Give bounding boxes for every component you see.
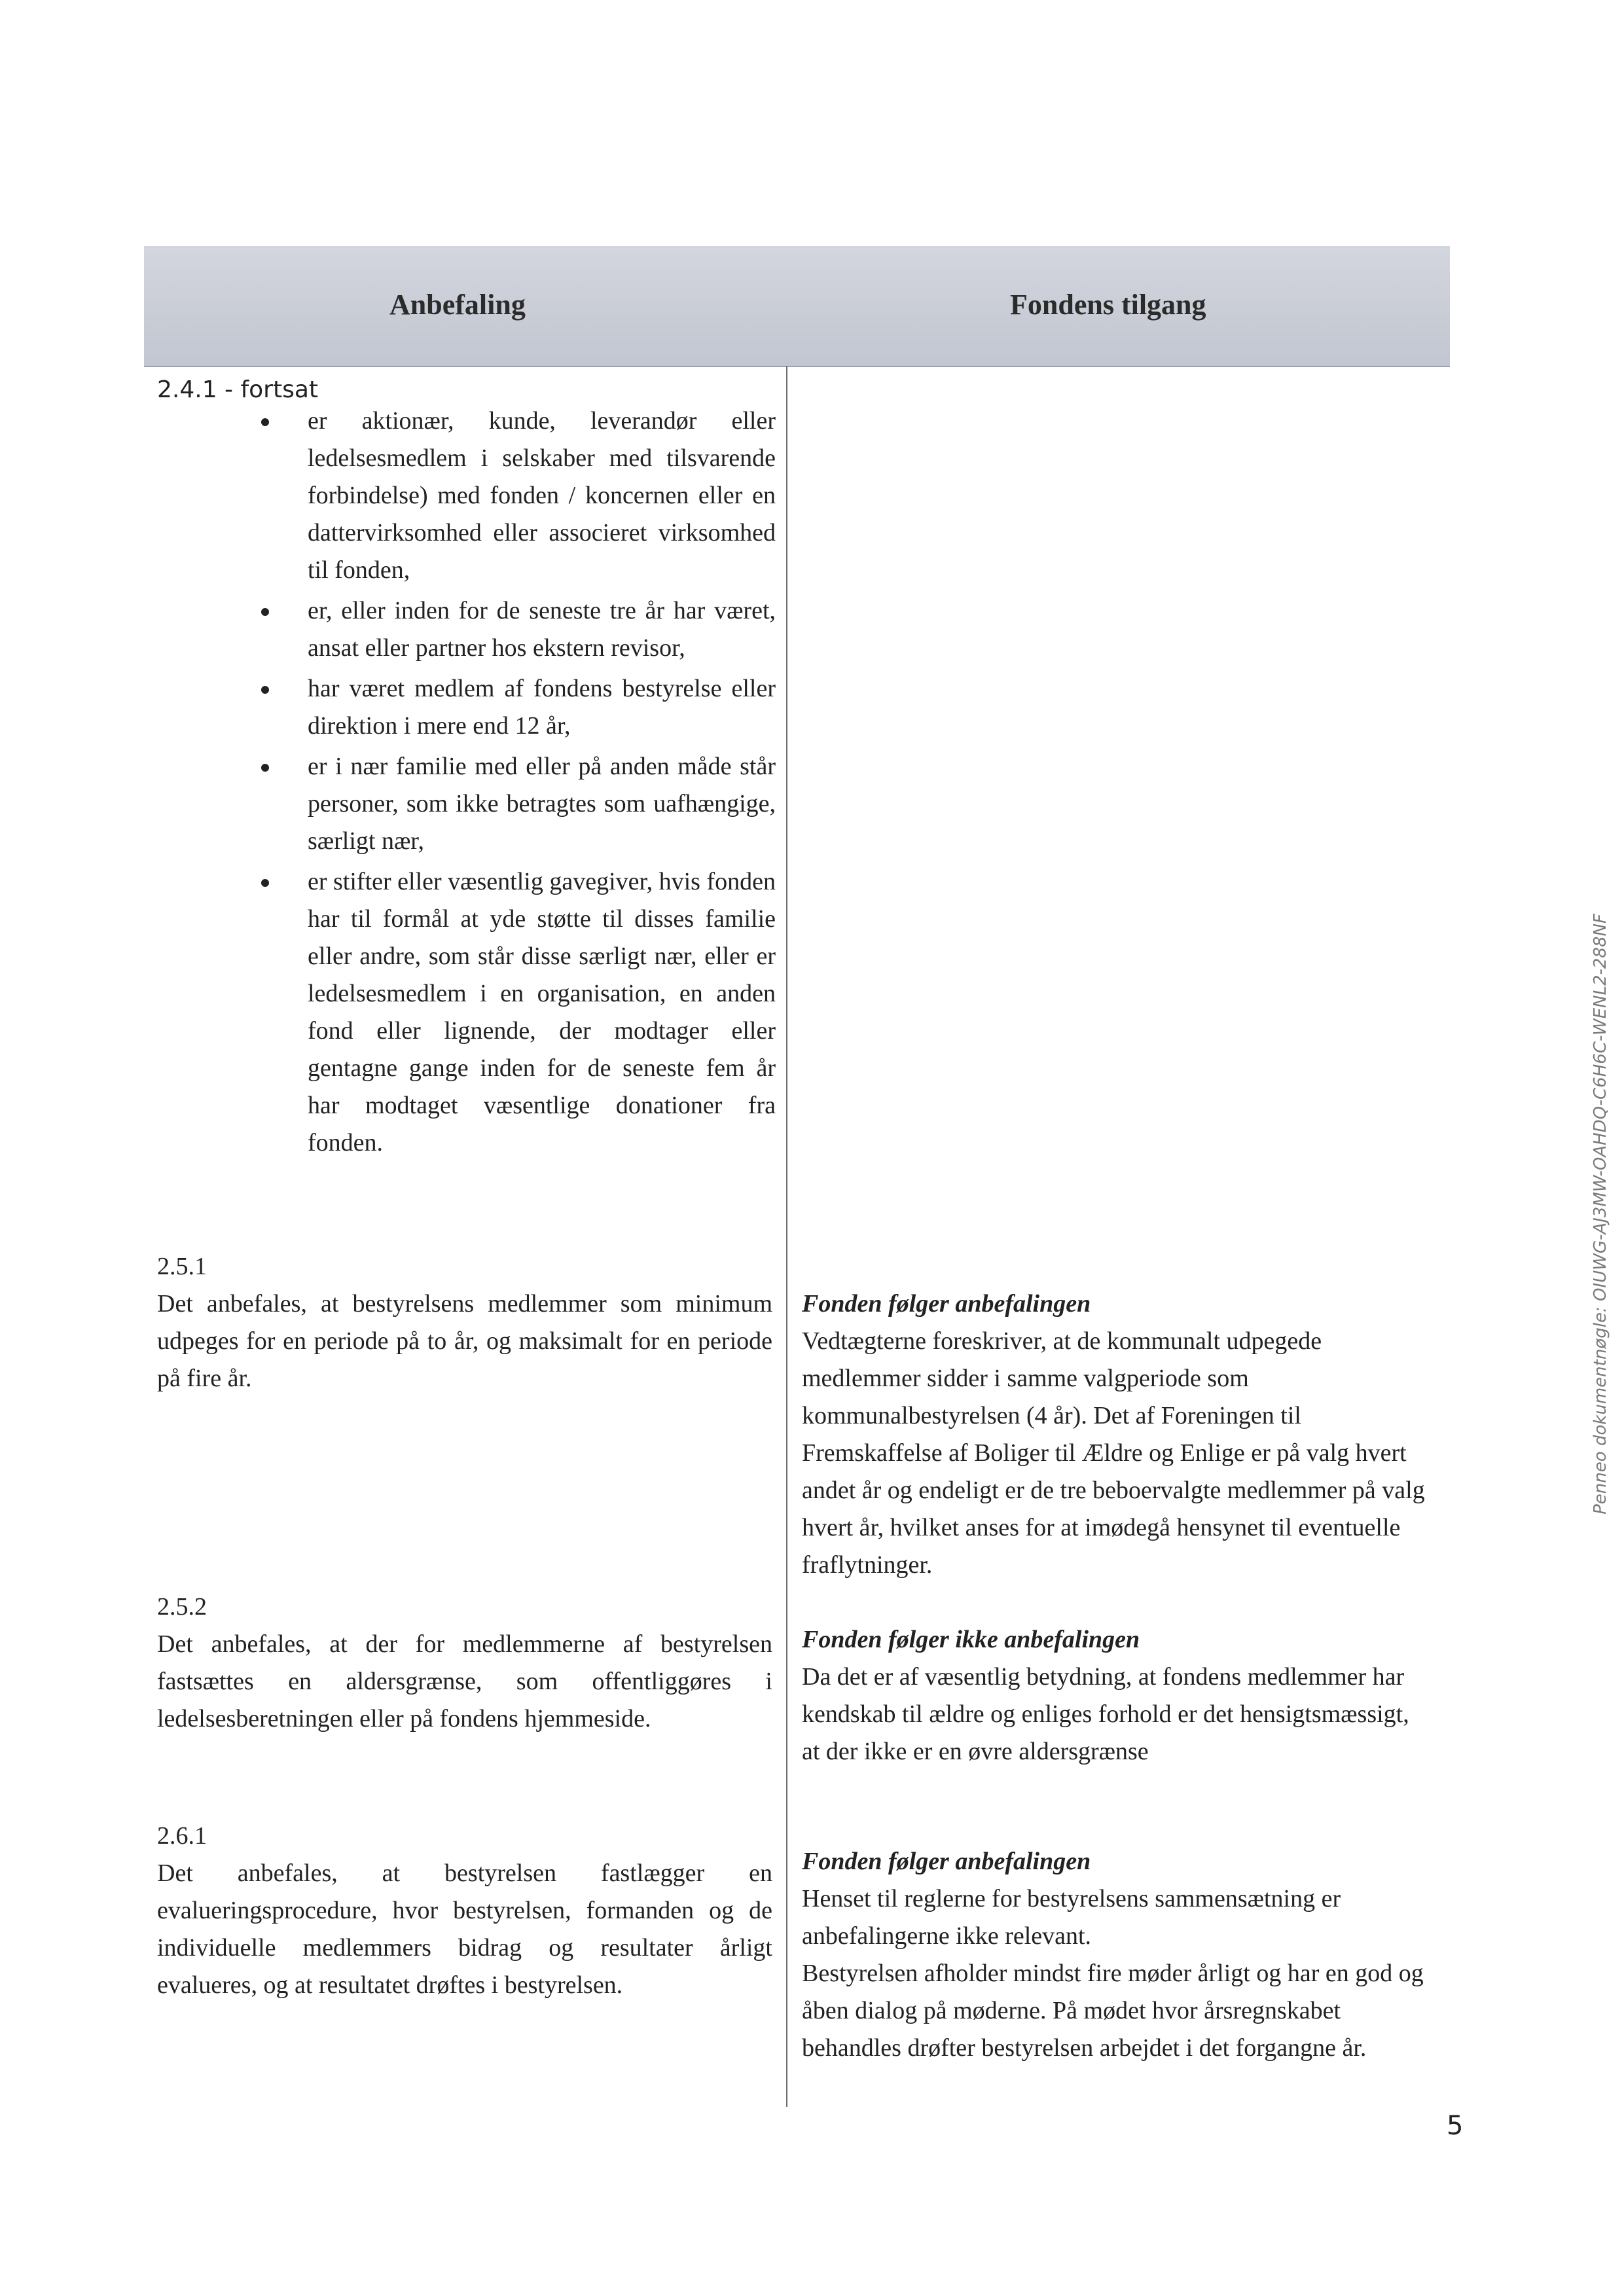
response-heading: Fonden følger ikke anbefalingen bbox=[802, 1626, 1140, 1653]
bullet-icon bbox=[261, 608, 269, 616]
page-number: 5 bbox=[1447, 2111, 1464, 2141]
section-2-6-1-text: Det anbefales, at bestyrelsen fastlægger en evalueringsprocedure, hvor bestyrelsen, formanden og de individuelle medlemmers bidrag og resultater årligt evalueres, og at resultatet drøftes i bestyrelsen. bbox=[157, 1859, 772, 1999]
bullet-icon bbox=[261, 764, 269, 772]
header-fondens-tilgang: Fondens tilgang bbox=[1010, 289, 1206, 321]
list-item: er aktionær, kunde, leverandør eller ledelsesmedlem i selskaber med tilsvarende forbindelse) med fonden / koncernen eller en dattervirksomhed eller associeret virksomhed til fonden, bbox=[259, 403, 776, 589]
response-heading: Fonden følger anbefalingen bbox=[802, 1290, 1091, 1318]
section-2-5-1-text: Det anbefales, at bestyrelsens medlemmer som minimum udpeges for en periode på to år, og maksimalt for en periode på fire år. bbox=[157, 1290, 772, 1392]
list-item: er, eller inden for de seneste tre år har været, ansat eller partner hos ekstern revisor, bbox=[259, 592, 776, 667]
list-item: er stifter eller væsentlig gavegiver, hvis fonden har til formål at yde støtte til disses familie eller andre, som står disse særligt nær, eller er ledelsesmedlem i en organisation, en anden fond eller lignende, der modtager eller gentagne gange inden for de seneste fem år har modtaget væsentlige donationer fra fonden. bbox=[259, 863, 776, 1162]
response-text: Vedtægterne foreskriver, at de kommunalt udpegede medlemmer sidder i samme valgperiode som kommunalbestyrelsen (4 år). Det af Foreningen til Fremskaffelse af Boliger til Ældre og Enlige er på valg hvert andet år og endeligt er de tre beboervalgte medlemmer på valg hvert år, hvilket anses for at imødegå hensynet til eventuelle fraflytninger. bbox=[802, 1327, 1425, 1579]
section-2-6-1-response bbox=[802, 1843, 1430, 2067]
column-divider bbox=[786, 366, 787, 2107]
section-2-5-2-text: Det anbefales, at der for medlemmerne af bestyrelsen fastsættes en aldersgrænse, som offentliggøres i ledelsesberetningen eller på fondens hjemmeside. bbox=[157, 1630, 772, 1732]
document-key-watermark: Penneo dokumentnøgle: OIUWG-AJ3MW-OAHDQ-C6H6C-WENL2-288NF bbox=[1591, 914, 1610, 1515]
section-2-5-2-response bbox=[802, 1621, 1430, 1770]
section-2-6-1-number: 2.6.1 bbox=[157, 1822, 207, 1850]
section-2-5-2-number: 2.5.2 bbox=[157, 1593, 207, 1621]
independence-criteria-list bbox=[259, 403, 776, 1165]
list-item: har været medlem af fondens bestyrelse eller direktion i mere end 12 år, bbox=[259, 670, 776, 745]
bullet-icon bbox=[261, 686, 269, 694]
table-header bbox=[144, 246, 1450, 367]
bullet-icon bbox=[261, 418, 269, 426]
header-anbefaling: Anbefaling bbox=[389, 289, 526, 321]
section-2-4-1-continued-label: 2.4.1 - fortsat bbox=[157, 376, 319, 403]
bullet-icon bbox=[261, 879, 269, 887]
section-2-5-1-number: 2.5.1 bbox=[157, 1253, 207, 1280]
section-2-5-1-response bbox=[802, 1285, 1430, 1584]
response-text: Da det er af væsentlig betydning, at fondens medlemmer har kendskab til ældre og enliges forhold er det hensigtsmæssigt, at der ikke er en øvre aldersgrænse bbox=[802, 1663, 1409, 1765]
response-text: Henset til reglerne for bestyrelsens sammensætning er anbefalingerne ikke relevant. bbox=[802, 1885, 1341, 1950]
response-text: Bestyrelsen afholder mindst fire møder årligt og har en god og åben dialog på møderne. På mødet hvor årsregnskabet behandles drøfter bestyrelsen arbejdet i det forgangne år. bbox=[802, 1960, 1424, 2062]
list-item: er i nær familie med eller på anden måde står personer, som ikke betragtes som uafhængige, særligt nær, bbox=[259, 748, 776, 860]
response-heading: Fonden følger anbefalingen bbox=[802, 1848, 1091, 1875]
